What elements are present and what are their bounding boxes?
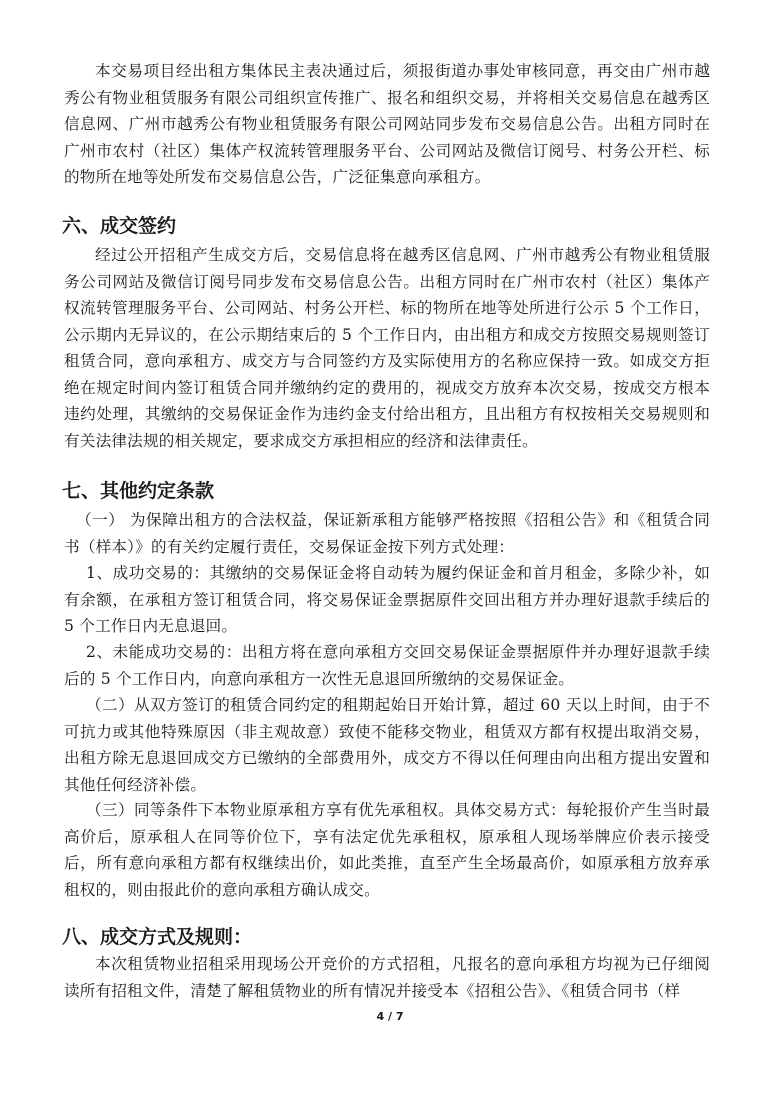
section-7-item-3: （三）同等条件下本物业原承租方享有优先承租权。具体交易方式：每轮报价产生当时最高价后，原承租人在同等价位下，享有法定优先承租权，原承租人现场举牌应价表示接受后，所有意向承租方都有权继续出价，如此类推，直至产生全场最高价，如原承租方放弃承租权的，则由报此价的意向承租方确认成交。 [64, 801, 710, 899]
page-number: 4 / 7 [376, 1010, 404, 1023]
section-7-item-1: （一） 为保障出租方的合法权益，保证新承租方能够严格按照《招租公告》和《租赁合同书（样本）》的有关约定履行责任，交易保证金按下列方式处理： [64, 511, 710, 556]
section-6-body: 经过公开招租产生成交方后，交易信息将在越秀区信息网、广州市越秀公有物业租赁服务公司网站及微信订阅号同步发布交易信息公告。出租方同时在广州市农村（社区）集体产权流转管理服务平台、公司网站、村务公开栏、标的物所在地等处所进行公示 5 个工作日，公示期内无异议的，在公示期结束后的 5 个工作日内，由出租方和成交方按照交易规则签订租赁合同，意向承租方、成交方与合同签约方及实际使用方的名称应保持一致。如成交方拒绝在规定时间内签订租赁合同并缴纳约定的费用的，视成交方放弃本次交易，按成交方根本违约处理，其缴纳的交易保证金作为违约金支付给出租方，且出租方有权按相关交易规则和有关法律法规的相关规定，要求成交方承担相应的经济和法律责任。 [64, 246, 710, 450]
section-7-heading: 七、其他约定条款 [62, 480, 215, 502]
section-8-heading: 八、成交方式及规则： [62, 926, 253, 948]
section-8-body: 本次租赁物业招租采用现场公开竞价的方式招租，凡报名的意向承租方均视为已仔细阅读所有招租文件，清楚了解租赁物业的所有情况并接受本《招租公告》、《租赁合同书（样 [64, 955, 710, 1000]
section-7-item-2: （二）从双方签订的租赁合同约定的租期起始日开始计算，超过 60 天以上时间，由于不可抗力或其他特殊原因（非主观故意）致使不能移交物业，租赁双方都有权提出取消交易，出租方除无息退回成交方已缴纳的全部费用外，成交方不得以任何理由向出租方提出安置和其他任何经济补偿。 [64, 696, 710, 794]
section-7-item-1-1: 1、成功交易的：其缴纳的交易保证金将自动转为履约保证金和首月租金，多除少补，如有余额，在承租方签订租赁合同，将交易保证金票据原件交回出租方并办理好退款手续后的 5 个工作日内无息退回。 [64, 564, 710, 635]
section-6-heading: 六、成交签约 [62, 215, 177, 237]
intro-paragraph: 本交易项目经出租方集体民主表决通过后，须报街道办事处审核同意，再交由广州市越秀公有物业租赁服务有限公司组织宣传推广、报名和组织交易，并将相关交易信息在越秀区信息网、广州市越秀公有物业租赁服务有限公司网站同步发布交易信息公告。出租方同时在广州市农村（社区）集体产权流转管理服务平台、公司网站及微信订阅号、村务公开栏、标的物所在地等处所发布交易信息公告，广泛征集意向承租方。 [64, 62, 710, 186]
section-7-item-1-2: 2、未能成功交易的：出租方将在意向承租方交回交易保证金票据原件并办理好退款手续后的 5 个工作日内，向意向承租方一次性无息退回所缴纳的交易保证金。 [64, 643, 710, 688]
